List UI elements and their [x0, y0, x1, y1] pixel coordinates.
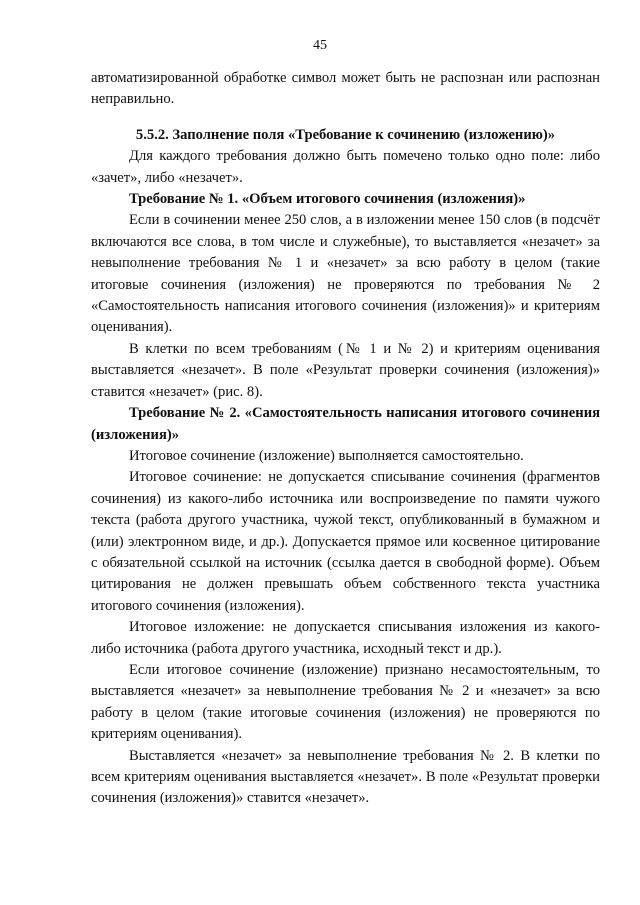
document-body — [91, 68, 600, 810]
paragraph-essay-rule: Итоговое сочинение: не допускается списывание сочинения (фрагментов сочинения) из какого-либо источника или воспроизведение по памяти чужого текста (работа другого участника, чужой текст, опубликованный в бумажном и (или) электронном виде, и др.). Допускается прямое или косвенное цитирование с обязательной ссылкой на источник (ссылка дается в свободной форме). Объем цитирования не должен превышать объем собственного текста участника итогового сочинения (изложения). — [91, 469, 600, 614]
paragraph-requirement-1-rule: Если в сочинении менее 250 слов, а в изложении менее 150 слов (в подсчёт включаются все слова, в том числе и служебные), то выставляется «незачет» за невыполнение требования № 1 и «незачет» за всю работу в целом (такие итоговые сочинения (изложения) не проверяются по требования № 2 «Самостоятельность написания итогового сочинения (изложения)» и критериям оценивания). — [91, 212, 600, 336]
paragraph-not-independent: Если итоговое сочинение (изложение) признано несамостоятельным, то выставляется «незачет» за невыполнение требования № 2 и «незачет» за всю работу в целом (такие итоговые сочинения (изложения) не проверяются по критериям оценивания). — [91, 661, 600, 743]
paragraph-requirement-2-marking: Выставляется «незачет» за невыполнение требования № 2. В клетки по всем критериям оценивания выставляется «незачет». В поле «Результат проверки сочинения (изложения)» ставится «незачет». — [91, 747, 600, 807]
page-number: 45 — [313, 38, 327, 53]
paragraph-continuation: автоматизированной обработке символ может быть не распознан или распознан неправильно. — [91, 70, 600, 108]
requirement-1-heading: Требование № 1. «Объем итогового сочинения (изложения)» — [129, 191, 526, 208]
requirement-2-heading: Требование № 2. «Самостоятельность написания итогового сочинения (изложения)» — [91, 405, 600, 443]
paragraph-independence: Итоговое сочинение (изложение) выполняется самостоятельно. — [129, 447, 524, 464]
paragraph-summary-rule: Итоговое изложение: не допускается списывания изложения из какого-либо источника (работа другого участника, исходный текст и др.). — [91, 619, 600, 657]
paragraph-requirement-1-marking: В клетки по всем требованиям (№ 1 и № 2) и критериям оценивания выставляется «незачет». В поле «Результат проверки сочинения (изложения)» ставится «незачет» (рис. 8). — [91, 340, 600, 400]
section-heading: 5.5.2. Заполнение поля «Требование к сочинению (изложению)» — [135, 126, 556, 143]
paragraph-instruction: Для каждого требования должно быть помечено только одно поле: либо «зачет», либо «незачет». — [91, 148, 600, 186]
